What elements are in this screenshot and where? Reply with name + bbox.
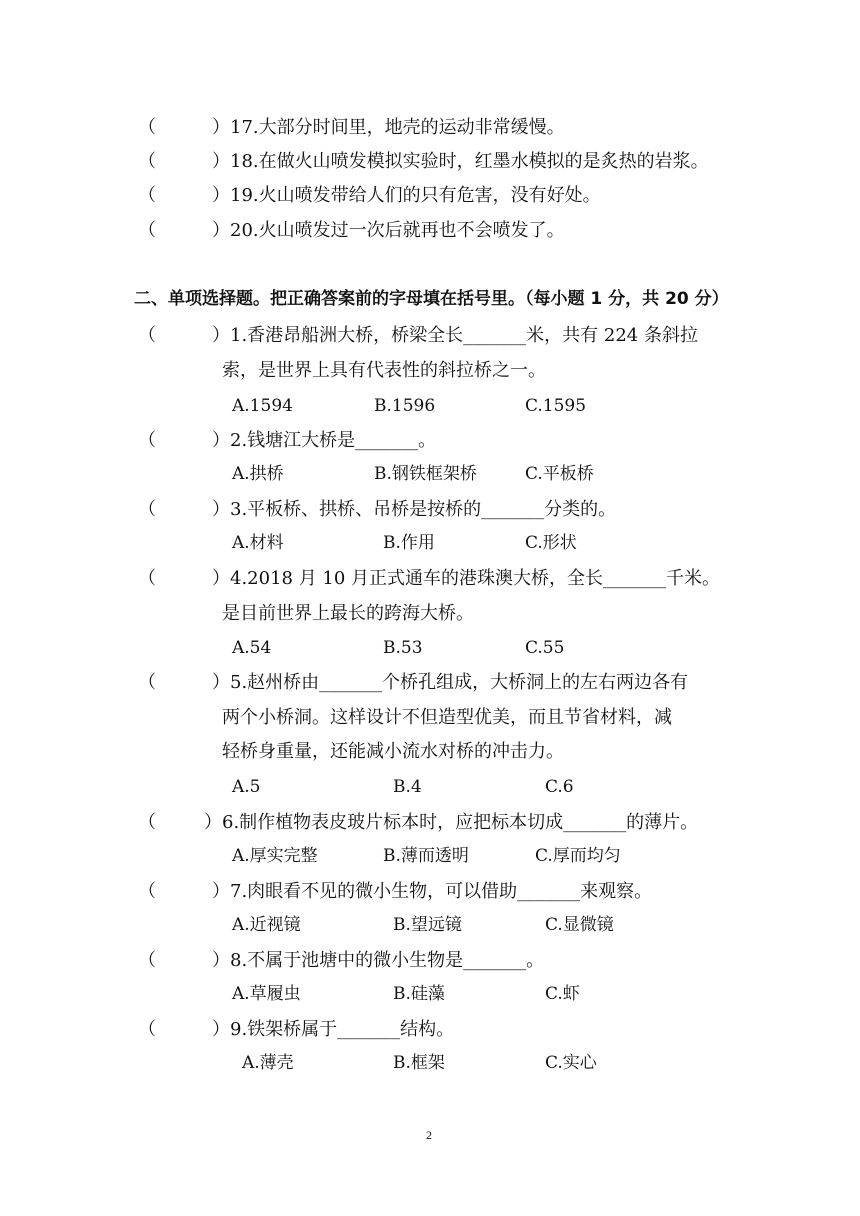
answer-paren-close: ） <box>212 950 230 971</box>
option-a[interactable]: A.草履虫 <box>232 984 301 1004</box>
question-7 <box>138 879 652 905</box>
answer-paren-open[interactable]: （ <box>138 430 156 451</box>
question-text: 9.铁架桥属于_______结构。 <box>230 1019 455 1040</box>
option-a[interactable]: A.1594 <box>232 396 293 416</box>
question-2 <box>138 428 436 454</box>
option-c[interactable]: C.55 <box>525 638 565 658</box>
answer-paren-open[interactable]: （ <box>138 220 156 241</box>
option-b[interactable]: B.薄而透明 <box>383 846 469 866</box>
judgement-item-19 <box>138 183 601 209</box>
answer-paren-close: ） <box>212 220 230 241</box>
option-a[interactable]: A.54 <box>232 638 272 658</box>
option-c[interactable]: C.虾 <box>545 984 580 1004</box>
option-b[interactable]: B.1596 <box>374 396 436 416</box>
option-b[interactable]: B.望远镜 <box>393 915 462 935</box>
question-text: 7.肉眼看不见的微小生物，可以借助_______来观察。 <box>230 881 653 902</box>
answer-paren-close: ） <box>212 881 230 902</box>
option-a[interactable]: A.材料 <box>232 533 284 553</box>
option-b[interactable]: B.作用 <box>383 533 435 553</box>
question-4 <box>138 566 720 592</box>
option-a[interactable]: A.近视镜 <box>232 915 301 935</box>
question-text: 1.香港昂船洲大桥，桥梁全长_______米，共有 224 条斜拉 <box>230 325 698 346</box>
option-b[interactable]: B.框架 <box>393 1053 445 1073</box>
answer-paren-open[interactable]: （ <box>138 568 156 589</box>
option-a[interactable]: A.厚实完整 <box>232 846 318 866</box>
option-a[interactable]: A.薄壳 <box>242 1053 294 1073</box>
option-c[interactable]: C.形状 <box>525 533 577 553</box>
answer-paren-open[interactable]: （ <box>138 117 156 138</box>
question-5 <box>138 670 688 696</box>
question-text-continued: 是目前世界上最长的跨海大桥。 <box>222 603 474 624</box>
judgement-item-18 <box>138 149 709 175</box>
option-c[interactable]: C.1595 <box>525 396 587 416</box>
option-c[interactable]: C.6 <box>545 777 574 797</box>
answer-paren-close: ） <box>212 568 230 589</box>
question-3 <box>138 497 616 523</box>
answer-paren-close: ） <box>212 499 230 520</box>
question-6 <box>138 810 698 836</box>
option-a[interactable]: A.拱桥 <box>232 464 284 484</box>
question-8 <box>138 948 544 974</box>
answer-paren-close: ） <box>212 151 230 172</box>
option-c[interactable]: C.显微镜 <box>545 915 614 935</box>
answer-paren-close: ） <box>212 185 230 206</box>
question-text: 8.不属于池塘中的微小生物是_______。 <box>230 950 545 971</box>
option-b[interactable]: B.53 <box>383 638 423 658</box>
answer-paren-close: ） <box>212 1019 230 1040</box>
item-text: 17.大部分时间里，地壳的运动非常缓慢。 <box>230 117 565 138</box>
option-b[interactable]: B.钢铁框架桥 <box>374 464 477 484</box>
page-number: 2 <box>426 1128 432 1142</box>
answer-paren-close: ） <box>212 325 230 346</box>
option-c[interactable]: C.实心 <box>545 1053 597 1073</box>
question-text: 5.赵州桥由_______个桥孔组成，大桥洞上的左右两边各有 <box>230 672 689 693</box>
option-c[interactable]: C.厚而均匀 <box>535 846 621 866</box>
question-text-continued: 轻桥身重量，还能减小流水对桥的冲击力。 <box>222 741 564 762</box>
answer-paren-open[interactable]: （ <box>138 950 156 971</box>
answer-paren-open[interactable]: （ <box>138 812 156 833</box>
option-b[interactable]: B.硅藻 <box>393 984 445 1004</box>
answer-paren-open[interactable]: （ <box>138 499 156 520</box>
answer-paren-open[interactable]: （ <box>138 672 156 693</box>
option-a[interactable]: A.5 <box>232 777 261 797</box>
answer-paren-open[interactable]: （ <box>138 1019 156 1040</box>
answer-paren-close: ） <box>212 430 230 451</box>
question-text: 3.平板桥、拱桥、吊桥是按桥的_______分类的。 <box>230 499 617 520</box>
item-text: 20.火山喷发过一次后就再也不会喷发了。 <box>230 220 565 241</box>
question-text-continued: 两个小桥洞。这样设计不但造型优美，而且节省材料，减 <box>222 707 672 728</box>
question-text: 2.钱塘江大桥是_______。 <box>230 430 437 451</box>
option-c[interactable]: C.平板桥 <box>525 464 594 484</box>
answer-paren-open[interactable]: （ <box>138 151 156 172</box>
question-1 <box>138 323 698 349</box>
answer-paren-open[interactable]: （ <box>138 881 156 902</box>
question-text-continued: 索，是世界上具有代表性的斜拉桥之一。 <box>222 360 546 381</box>
question-text: 4.2018 月 10 月正式通车的港珠澳大桥，全长_______千米。 <box>230 568 721 589</box>
judgement-item-20 <box>138 218 565 244</box>
item-text: 19.火山喷发带给人们的只有危害，没有好处。 <box>230 185 601 206</box>
section-title: 二、单项选择题。把正确答案前的字母填在括号里。（每小题 1 分，共 20 分） <box>134 289 729 309</box>
answer-paren-close: ） <box>212 117 230 138</box>
answer-paren-close: ） <box>204 812 222 833</box>
answer-paren-open[interactable]: （ <box>138 325 156 346</box>
answer-paren-open[interactable]: （ <box>138 185 156 206</box>
question-text: 6.制作植物表皮玻片标本时，应把标本切成_______的薄片。 <box>222 812 699 833</box>
question-9 <box>138 1017 454 1043</box>
option-b[interactable]: B.4 <box>393 777 422 797</box>
answer-paren-close: ） <box>212 672 230 693</box>
judgement-item-17 <box>138 115 565 141</box>
item-text: 18.在做火山喷发模拟实验时，红墨水模拟的是炙热的岩浆。 <box>230 151 709 172</box>
